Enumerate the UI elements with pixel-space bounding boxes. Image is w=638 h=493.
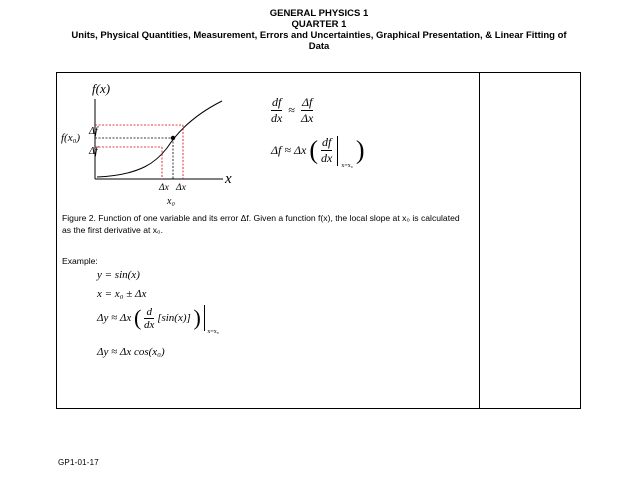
x-axis-label: x bbox=[225, 171, 232, 187]
example-eq-1: y = sin(x) bbox=[97, 269, 140, 281]
header-title: GENERAL PHYSICS 1 bbox=[269, 8, 369, 19]
function-curve bbox=[97, 101, 222, 177]
function-figure bbox=[57, 73, 257, 208]
delta-f-upper-label: Δf bbox=[89, 126, 98, 137]
delta-x-right-label: Δx bbox=[176, 183, 186, 193]
example-label: Example: bbox=[62, 256, 98, 266]
header-quarter: QUARTER 1 bbox=[291, 19, 347, 30]
approx-equation-2: Δf ≈ Δx ( $\frac{df}{dx}$ $_{x=x_0}$ ) bbox=[271, 135, 365, 169]
example-eq-2: x = x₀ ± Δx bbox=[97, 288, 147, 300]
page-code: GP1-01-17 bbox=[58, 458, 99, 467]
x0-label: x₀ bbox=[167, 196, 175, 207]
delta-f-lower-label: Δf bbox=[89, 146, 98, 157]
y-point-label: f(x₀) bbox=[61, 132, 81, 144]
approx-equation-1: $\frac{df}{dx}$ ≈ $\frac{\Delta f}{\Delta x}$ bbox=[271, 95, 314, 125]
example-eq-4: Δy ≈ Δx cos(x₀) bbox=[97, 346, 165, 358]
example-eq-3: Δy ≈ Δx ( $\frac{d}{dx}$ [sin(x)] ) $_{x=x_0}$ bbox=[97, 305, 219, 335]
content-table bbox=[56, 72, 581, 409]
y-axis-label: f(x) bbox=[92, 81, 111, 96]
header-topics: Units, Physical Quantities, Measurement, Errors and Uncertainties, Graphical Presentation, & Linear Fitting of Data bbox=[71, 30, 567, 52]
figure-caption: Figure 2. Function of one variable and its error Δf. Given a function f(x), the local slope at x₀ is calculated as the first derivative at x₀. bbox=[62, 213, 460, 235]
delta-x-left-label: Δx bbox=[159, 183, 169, 193]
column-divider bbox=[479, 73, 480, 408]
